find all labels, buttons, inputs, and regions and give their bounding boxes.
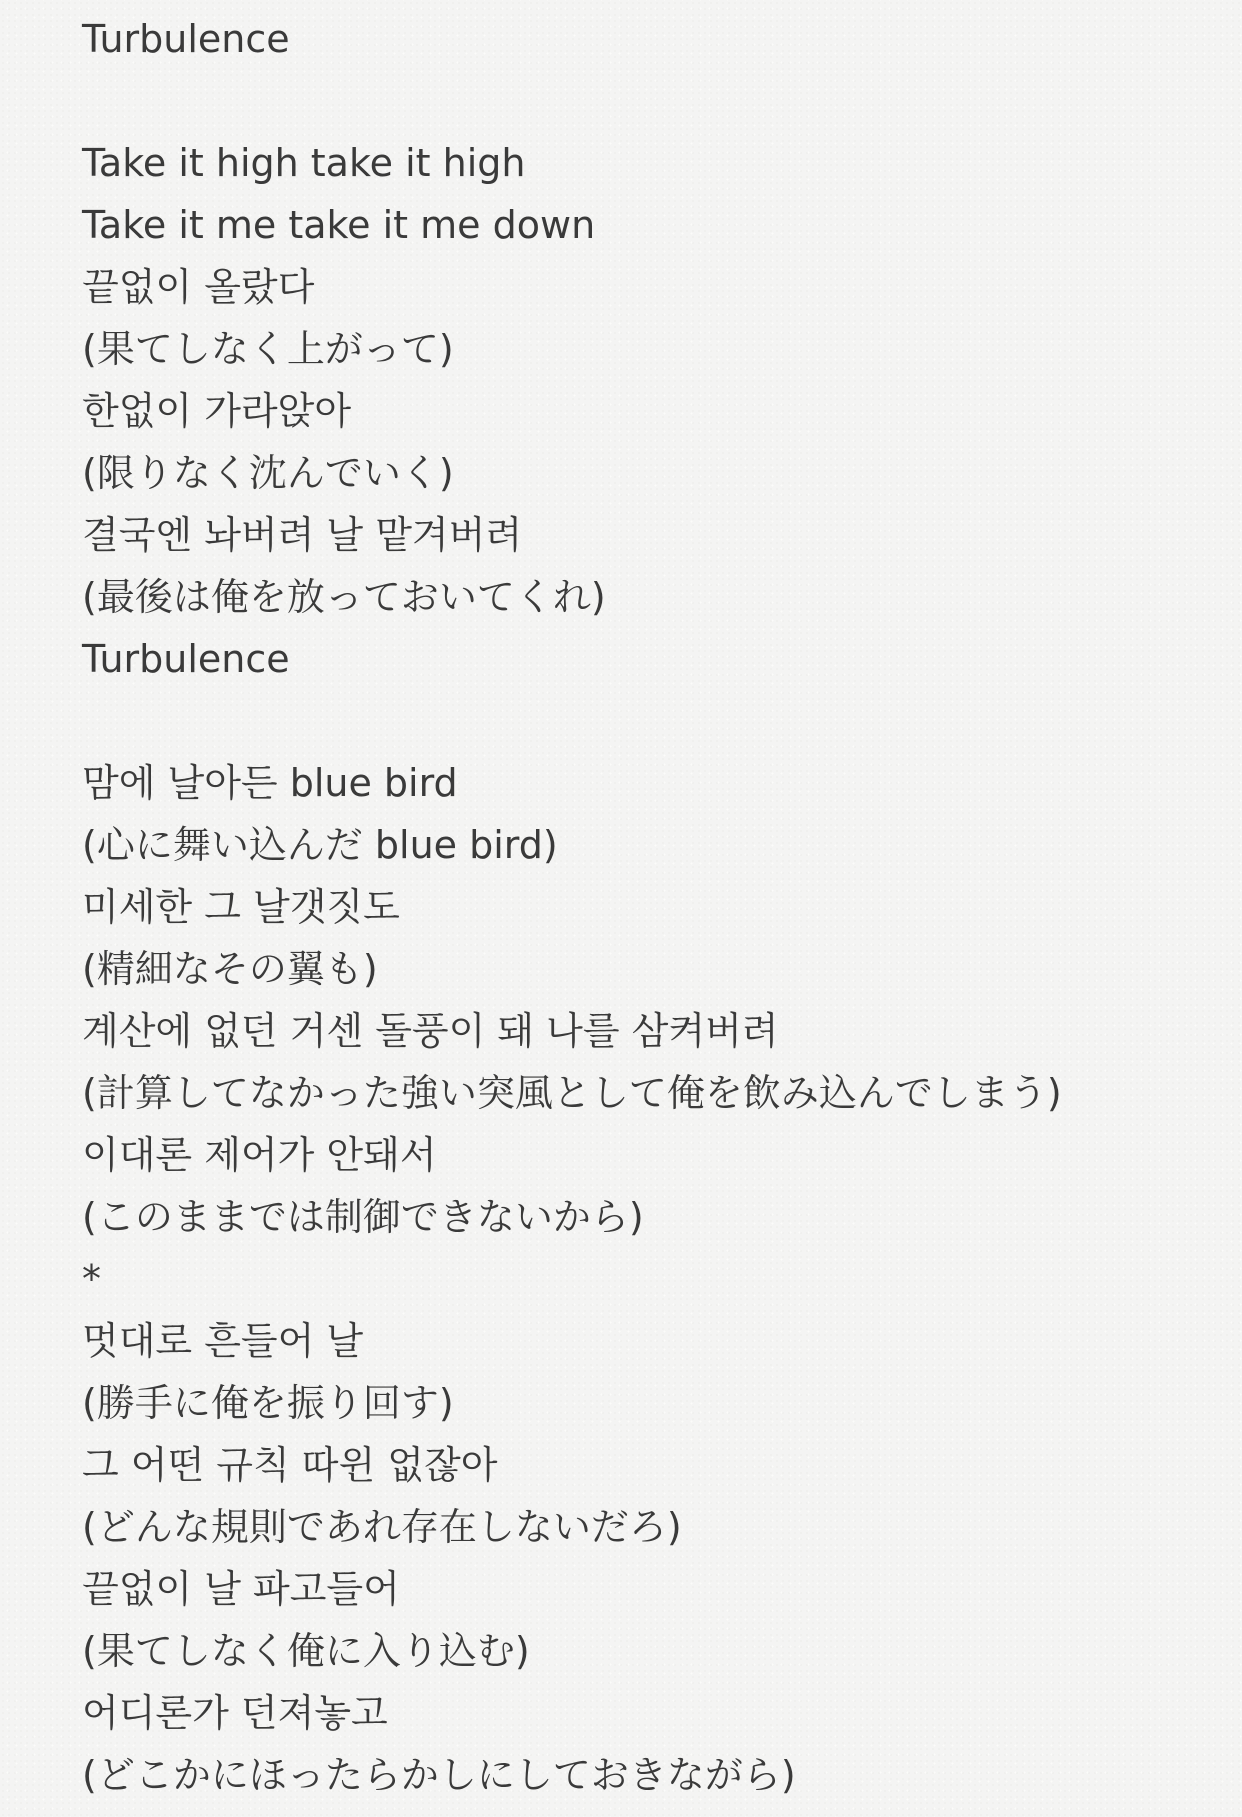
translation-line: (果てしなく俺に入り込む) <box>82 1629 530 1673</box>
lyric-title: Turbulence <box>82 17 290 61</box>
translation-line: (限りなく沈んでいく) <box>82 451 454 495</box>
translation-line: (勝手に俺を振り回す) <box>82 1381 454 1425</box>
translation-line: (どこかにほったらかしにしておきながら) <box>82 1753 796 1797</box>
chorus-marker: * <box>82 1257 101 1301</box>
lyric-line: 결국엔 놔버려 날 맡겨버려 <box>82 513 523 557</box>
note-body <box>82 8 1222 1806</box>
lyric-line: Take it me take it me down <box>82 203 596 247</box>
translation-line: (果てしなく上がって) <box>82 327 454 371</box>
translation-line: (計算してなかった強い突風として俺を飲み込んでしまう) <box>82 1071 1062 1115</box>
lyric-line: Take it high take it high <box>82 141 526 185</box>
translation-line: (最後は俺を放っておいてくれ) <box>82 575 606 619</box>
lyric-line: 한없이 가라앉아 <box>82 389 352 433</box>
lyric-line: 그 어떤 규칙 따윈 없잖아 <box>82 1443 498 1487</box>
lyric-line: 끝없이 날 파고들어 <box>82 1567 400 1611</box>
lyric-line: 맘에 날아든 blue bird <box>82 761 458 805</box>
blank-line <box>82 70 1222 132</box>
translation-line: (心に舞い込んだ blue bird) <box>82 823 558 867</box>
lyric-line: 미세한 그 날갯짓도 <box>82 885 400 929</box>
lyric-line: Turbulence <box>82 637 290 681</box>
blank-line <box>82 690 1222 752</box>
lyric-line: 이대론 제어가 안돼서 <box>82 1133 437 1177</box>
translation-line: (このままでは制御できないから) <box>82 1195 644 1239</box>
translation-line: (どんな規則であれ存在しないだろ) <box>82 1505 682 1549</box>
translation-line: (精細なその翼も) <box>82 947 378 991</box>
lyric-line: 어디론가 던져놓고 <box>82 1691 388 1735</box>
lyric-line: 계산에 없던 거센 돌풍이 돼 나를 삼켜버려 <box>82 1009 779 1053</box>
lyric-line: 끝없이 올랐다 <box>82 265 315 309</box>
lyric-line: 멋대로 흔들어 날 <box>82 1319 364 1363</box>
